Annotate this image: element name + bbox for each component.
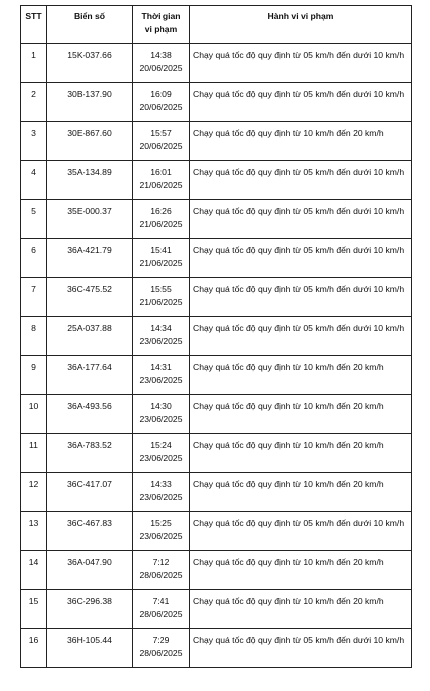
row-time: 14:38 bbox=[150, 50, 172, 60]
header-time-line1: Thời gian bbox=[141, 11, 181, 21]
row-date: 21/06/2025 bbox=[139, 218, 183, 229]
row-date: 23/06/2025 bbox=[139, 374, 183, 385]
table-row bbox=[21, 551, 412, 590]
row-time-cell bbox=[133, 44, 190, 83]
row-stt: 12 bbox=[21, 473, 47, 512]
row-stt: 9 bbox=[21, 356, 47, 395]
row-plate: 36C-417.07 bbox=[47, 473, 133, 512]
row-plate: 25A-037.88 bbox=[47, 317, 133, 356]
row-stt: 16 bbox=[21, 629, 47, 668]
row-time-cell bbox=[133, 590, 190, 629]
row-date: 21/06/2025 bbox=[139, 179, 183, 190]
row-time-cell bbox=[133, 512, 190, 551]
row-time-cell bbox=[133, 629, 190, 668]
row-time-cell bbox=[133, 278, 190, 317]
row-plate: 30E-867.60 bbox=[47, 122, 133, 161]
table-row bbox=[21, 239, 412, 278]
row-plate: 30B-137.90 bbox=[47, 83, 133, 122]
row-time: 15:25 bbox=[150, 518, 172, 528]
row-violation: Chạy quá tốc độ quy định từ 10 km/h đến 20 km/h bbox=[190, 122, 412, 161]
row-date: 20/06/2025 bbox=[139, 140, 183, 151]
header-plate: Biển số bbox=[47, 6, 133, 44]
row-time-cell bbox=[133, 551, 190, 590]
table-row bbox=[21, 44, 412, 83]
row-date: 23/06/2025 bbox=[139, 335, 183, 346]
row-time: 15:24 bbox=[150, 440, 172, 450]
row-plate: 36H-105.44 bbox=[47, 629, 133, 668]
row-time: 7:29 bbox=[152, 635, 170, 645]
row-time-cell bbox=[133, 239, 190, 278]
row-plate: 35A-134.89 bbox=[47, 161, 133, 200]
row-date: 28/06/2025 bbox=[139, 569, 183, 580]
header-violation: Hành vi vi phạm bbox=[190, 6, 412, 44]
row-date: 21/06/2025 bbox=[139, 296, 183, 307]
header-time-line2: vi phạm bbox=[144, 23, 178, 34]
row-date: 23/06/2025 bbox=[139, 413, 183, 424]
row-plate: 36A-047.90 bbox=[47, 551, 133, 590]
row-time-cell bbox=[133, 395, 190, 434]
row-violation: Chạy quá tốc độ quy định từ 05 km/h đến dưới 10 km/h bbox=[190, 161, 412, 200]
row-stt: 4 bbox=[21, 161, 47, 200]
row-time: 7:41 bbox=[152, 596, 170, 606]
row-time-cell bbox=[133, 317, 190, 356]
row-time: 16:26 bbox=[150, 206, 172, 216]
row-time: 15:57 bbox=[150, 128, 172, 138]
row-time: 7:12 bbox=[152, 557, 170, 567]
row-time: 15:55 bbox=[150, 284, 172, 294]
row-violation: Chạy quá tốc độ quy định từ 05 km/h đến dưới 10 km/h bbox=[190, 278, 412, 317]
row-time-cell bbox=[133, 356, 190, 395]
row-stt: 15 bbox=[21, 590, 47, 629]
table-row bbox=[21, 317, 412, 356]
row-time: 16:09 bbox=[150, 89, 172, 99]
table-row bbox=[21, 434, 412, 473]
row-time-cell bbox=[133, 161, 190, 200]
row-time-cell bbox=[133, 434, 190, 473]
row-date: 20/06/2025 bbox=[139, 101, 183, 112]
row-plate: 36C-475.52 bbox=[47, 278, 133, 317]
row-stt: 3 bbox=[21, 122, 47, 161]
row-stt: 8 bbox=[21, 317, 47, 356]
table-row bbox=[21, 356, 412, 395]
row-violation: Chạy quá tốc độ quy định từ 10 km/h đến 20 km/h bbox=[190, 473, 412, 512]
table-row bbox=[21, 122, 412, 161]
row-date: 28/06/2025 bbox=[139, 608, 183, 619]
table-row bbox=[21, 395, 412, 434]
table-row bbox=[21, 473, 412, 512]
row-time-cell bbox=[133, 122, 190, 161]
row-plate: 36C-467.83 bbox=[47, 512, 133, 551]
row-violation: Chạy quá tốc độ quy định từ 10 km/h đến 20 km/h bbox=[190, 551, 412, 590]
row-date: 23/06/2025 bbox=[139, 491, 183, 502]
row-stt: 10 bbox=[21, 395, 47, 434]
table-row bbox=[21, 83, 412, 122]
row-time: 14:33 bbox=[150, 479, 172, 489]
row-date: 21/06/2025 bbox=[139, 257, 183, 268]
row-date: 23/06/2025 bbox=[139, 530, 183, 541]
row-time: 16:01 bbox=[150, 167, 172, 177]
row-plate: 36A-783.52 bbox=[47, 434, 133, 473]
row-date: 23/06/2025 bbox=[139, 452, 183, 463]
row-violation: Chạy quá tốc độ quy định từ 05 km/h đến dưới 10 km/h bbox=[190, 629, 412, 668]
row-stt: 7 bbox=[21, 278, 47, 317]
row-stt: 6 bbox=[21, 239, 47, 278]
row-violation: Chạy quá tốc độ quy định từ 10 km/h đến 20 km/h bbox=[190, 395, 412, 434]
row-plate: 36C-296.38 bbox=[47, 590, 133, 629]
table-row bbox=[21, 629, 412, 668]
table-body bbox=[21, 44, 412, 668]
row-time-cell bbox=[133, 83, 190, 122]
row-date: 28/06/2025 bbox=[139, 647, 183, 658]
row-time: 14:34 bbox=[150, 323, 172, 333]
header-stt: STT bbox=[21, 6, 47, 44]
table-row bbox=[21, 512, 412, 551]
row-plate: 35E-000.37 bbox=[47, 200, 133, 239]
row-violation: Chạy quá tốc độ quy định từ 05 km/h đến dưới 10 km/h bbox=[190, 239, 412, 278]
row-violation: Chạy quá tốc độ quy định từ 05 km/h đến dưới 10 km/h bbox=[190, 44, 412, 83]
row-stt: 1 bbox=[21, 44, 47, 83]
table-header-row bbox=[21, 6, 412, 44]
row-time-cell bbox=[133, 473, 190, 512]
row-time: 14:30 bbox=[150, 401, 172, 411]
row-stt: 14 bbox=[21, 551, 47, 590]
row-violation: Chạy quá tốc độ quy định từ 10 km/h đến 20 km/h bbox=[190, 434, 412, 473]
row-plate: 15K-037.66 bbox=[47, 44, 133, 83]
row-date: 20/06/2025 bbox=[139, 62, 183, 73]
table-row bbox=[21, 200, 412, 239]
row-violation: Chạy quá tốc độ quy định từ 10 km/h đến 20 km/h bbox=[190, 590, 412, 629]
row-plate: 36A-421.79 bbox=[47, 239, 133, 278]
row-violation: Chạy quá tốc độ quy định từ 05 km/h đến dưới 10 km/h bbox=[190, 512, 412, 551]
table-row bbox=[21, 590, 412, 629]
row-stt: 5 bbox=[21, 200, 47, 239]
table-row bbox=[21, 161, 412, 200]
row-time: 15:41 bbox=[150, 245, 172, 255]
table-row bbox=[21, 278, 412, 317]
row-plate: 36A-493.56 bbox=[47, 395, 133, 434]
row-stt: 2 bbox=[21, 83, 47, 122]
row-plate: 36A-177.64 bbox=[47, 356, 133, 395]
row-stt: 13 bbox=[21, 512, 47, 551]
row-violation: Chạy quá tốc độ quy định từ 05 km/h đến dưới 10 km/h bbox=[190, 83, 412, 122]
row-time-cell bbox=[133, 200, 190, 239]
violations-table bbox=[20, 5, 412, 668]
row-violation: Chạy quá tốc độ quy định từ 05 km/h đến dưới 10 km/h bbox=[190, 317, 412, 356]
row-violation: Chạy quá tốc độ quy định từ 05 km/h đến dưới 10 km/h bbox=[190, 200, 412, 239]
row-stt: 11 bbox=[21, 434, 47, 473]
row-violation: Chạy quá tốc độ quy định từ 10 km/h đến 20 km/h bbox=[190, 356, 412, 395]
row-time: 14:31 bbox=[150, 362, 172, 372]
header-time bbox=[133, 6, 190, 44]
